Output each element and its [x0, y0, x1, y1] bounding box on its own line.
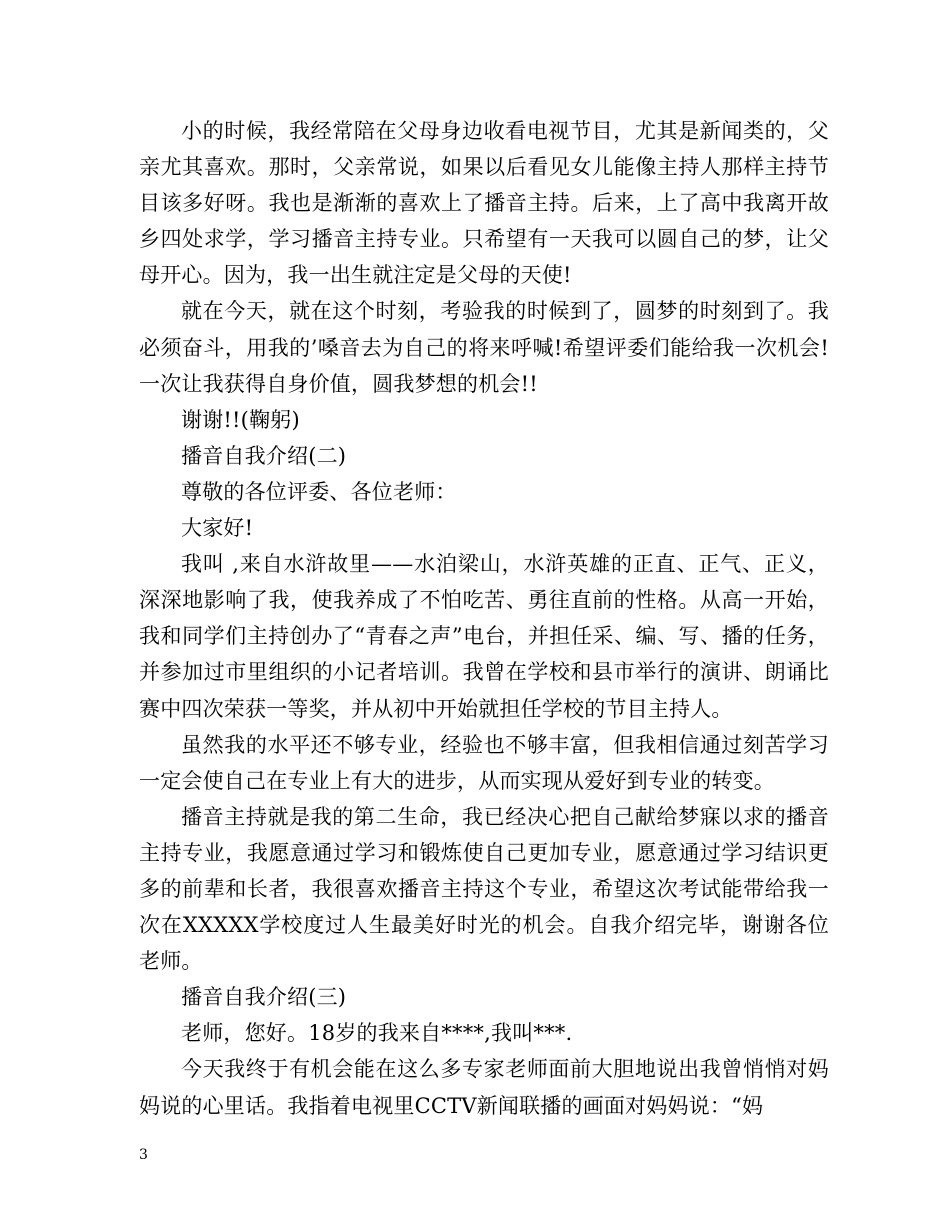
- paragraph-thanks: 谢谢!!(鞠躬): [181, 407, 300, 432]
- paragraph-progress: 虽然我的水平还不够专业，经验也不够丰富，但我相信通过刻苦学习一定会使自己在专业上有大的进步，从而实现从爱好到专业的转变。: [139, 732, 829, 793]
- document-body: [139, 113, 829, 1124]
- paragraph-dream-moment: 就在今天，就在这个时刻，考验我的时候到了，圆梦的时刻到了。我必须奋斗，用我的’嗓音去为自己的将来呼喊!希望评委们能给我一次机会!一次让我获得自身价值，圆我梦想的机会!!: [139, 299, 829, 396]
- section-heading-two: 播音自我介绍(二): [181, 443, 347, 468]
- paragraph-second-life: 播音主持就是我的第二生命，我已经决心把自己献给梦寐以求的播音主持专业，我愿意通过学习和锻炼使自己更加专业，愿意通过学习结识更多的前辈和长者，我很喜欢播音主持这个专业，希望这次考试能带给我一次在XXXXX学校度过人生最美好时光的机会。自我介绍完毕，谢谢各位老师。: [139, 804, 829, 974]
- paragraph-intro-age: 老师，您好。18岁的我来自****,我叫***.: [181, 1021, 573, 1046]
- section-heading-three: 播音自我介绍(三): [181, 985, 347, 1010]
- page-number: 3: [139, 1147, 148, 1163]
- paragraph-heart-words: 今天我终于有机会能在这么多专家老师面前大胆地说出我曾悄悄对妈妈说的心里话。我指着电视里CCTV新闻联播的画面对妈妈说：“妈: [139, 1057, 829, 1118]
- paragraph-greeting: 大家好!: [181, 516, 254, 541]
- paragraph-hometown: 我叫 ,来自水浒故里——水泊梁山，水浒英雄的正直、正气、正义，深深地影响了我，使我养成了不怕吃苦、勇往直前的性格。从高一开始，我和同学们主持创办了“青春之声”电台，并担任采、编、写、播的任务，并参加过市里组织的小记者培训。我曾在学校和县市举行的演讲、朗诵比赛中四次荣获一等奖，并从初中开始就担任学校的节目主持人。: [139, 552, 829, 721]
- paragraph-childhood: 小的时候，我经常陪在父母身边收看电视节目，尤其是新闻类的，父亲尤其喜欢。那时，父亲常说，如果以后看见女儿能像主持人那样主持节目该多好呀。我也是渐渐的喜欢上了播音主持。后来，上了高中我离开故乡四处求学，学习播音主持专业。只希望有一天我可以圆自己的梦，让父母开心。因为，我一出生就注定是父母的天使!: [139, 119, 829, 288]
- paragraph-salutation: 尊敬的各位评委、各位老师：: [181, 479, 457, 504]
